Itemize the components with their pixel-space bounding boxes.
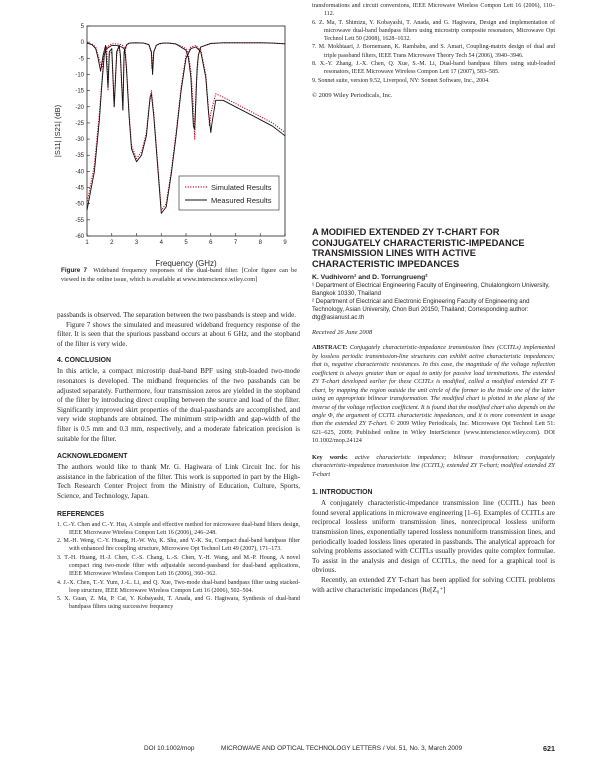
introduction-heading: 1. INTRODUCTION <box>312 489 373 497</box>
x-tick-label: 2 <box>110 240 114 246</box>
reference-item: 6. Z. Ma, T. Shimizu, Y. Kobayashi, T. Anada, and G. Hagiwara, Design and implementation of microwave dual-band bandpass filters using microstrip composite resonators, Microwave Opt Technol Lett 50 (2008), 1628–1632. <box>312 19 555 43</box>
acknowledgment-heading: ACKNOWLEDGMENT <box>57 453 128 461</box>
x-tick-label: 5 <box>184 240 188 246</box>
legend-simulated-label: Simulated Results <box>211 183 272 192</box>
reference-list-left <box>57 521 300 612</box>
y-tick-label: -10 <box>75 72 84 79</box>
reference-item: 2. M.-H. Weng, C.-Y. Huang, H.-W. Wu, K. Shu, and Y.-K. Su, Compact dual-band bandpass filter with enhanced fire coupling structure, Microwave Opt Technol Lett 49 (2007), 171–173. <box>57 538 300 553</box>
y-tick-label: -25 <box>75 120 84 127</box>
footer-journal <box>221 745 462 752</box>
keywords-label: Key words: <box>312 453 348 461</box>
reference-continuation: transformations and circuit conversions, IEEE Microwave Wireless Compon Lett 16 (2006), 110–112. <box>312 3 555 18</box>
copyright-line: © 2009 Wiley Periodicals, Inc. <box>312 91 393 99</box>
figure-caption <box>61 267 297 284</box>
x-tick-label: 1 <box>85 240 89 246</box>
figure-caption-label: Figure 7 <box>61 267 87 274</box>
conclusion-heading: 4. CONCLUSION <box>57 357 111 365</box>
reference-list-right <box>312 2 555 101</box>
keywords-text: active characteristic impedance; bilinear transformation; conjugately characteristic-impedance transmission line (CCITL); extended ZY T-chart; modified extended ZY T-chart <box>312 453 556 478</box>
y-axis-label: |S11| |S21| (dB) <box>53 104 62 158</box>
reference-item: 7. M. Mokhtaari, J. Bornemann, K. Rambabu, and S. Amari, Coupling-matrix design of dual and triple passband filters, IEEE Trans Microwave Theory Tech 54 (2006), 3940–3946. <box>312 44 555 59</box>
x-tick-label: 4 <box>159 240 163 246</box>
x-tick-label: 7 <box>233 240 238 246</box>
y-tick-label: -20 <box>75 104 84 111</box>
y-tick-label: 5 <box>80 24 84 30</box>
x-tick-label: 9 <box>283 240 287 246</box>
abstract-text: Conjugately characteristic-impedance transmission lines (CCITLs) implemented by lossless periodic transmission-line structures can exhibit active characteristic impedances; that is, negative characteristic resistances. In this case, the magnitude of the voltage reflection coefficient is always greater than or equal to unity for passive load terminations. The extended ZY T-chart developed earlier for these CCITLs is modified, called a modified extended ZY T-chart, by mapping the region outside the unit circle of the former to the inside one of the latter using an appropriate bilinear transformation. The modified chart is plotted in the plane of the inverse of the voltage reflection coefficient. It is found that the modified chart also depends on the angle Φ, the argument of CCITL characteristic impedances, and it is more convenient in usage than the extended ZY T-chart. <box>312 344 555 428</box>
keywords <box>312 454 555 479</box>
y-tick-label: -60 <box>75 234 84 240</box>
abstract <box>312 344 555 445</box>
legend-measured-label: Measured Results <box>211 196 272 205</box>
paragraph-figure7: Figure 7 shows the simulated and measured wideband frequency response of the filter. It is seen that the spurious passband occurs at about 6 GHz, and the stopband of the filter is very wide. <box>57 320 300 348</box>
affiliation-1: ¹ Department of Electrical Engineering Faculty of Engineering, Chulalongkorn University, Bangkok 10330, Thailand <box>312 282 550 298</box>
received-date: Received 26 June 2008 <box>312 329 373 337</box>
y-tick-label: -35 <box>75 153 84 160</box>
article-authors: K. Vudhivorn¹ and D. Torrungrueng² <box>312 274 428 282</box>
x-tick-label: 3 <box>134 240 139 246</box>
reference-item: 8. X.-Y. Zhang, J.-X. Chen, Q. Xue, S.-M. Li, Dual-band bandpass filters using stub-loaded resonators, IEEE Microwave Wireless Compon Lett 17 (2007), 583–585. <box>312 61 555 76</box>
abstract-label: ABSTRACT: <box>312 344 348 352</box>
reference-item: 4. J.-X. Chen, T.-Y. Yum, J.-L. Li, and Q. Xue, Two-mode dual-band bandpass filter using stacked-loop structure, IEEE Microwave Wireless Compon Lett 16 (2006), 502–504. <box>57 579 300 594</box>
acknowledgment-text: The authors would like to thank Mr. G. Hagiwara of Link Circuit Inc. for his assistance in the fabrication of the filter. This work is supported in part by the High-Tech Research Center Project from the Ministry of Education, Culture, Sports, Science, and Technology, Japan. <box>57 463 300 500</box>
affiliation-2: ² Department of Electrical and Electronic Engineering Faculty of Engineering and Technology, Asian University, Chon Buri 20150, Thailand; Corresponding author: dtg@asianust.ac.th <box>312 297 530 321</box>
references-heading: REFERENCES <box>57 510 105 518</box>
page-number: 621 <box>543 744 555 753</box>
y-tick-label: -5 <box>78 56 84 63</box>
introduction-paragraph-2: Recently, an extended ZY T-chart has been applied for solving CCITL problems with active characteristic impedances (Re[Z₀⁺] <box>312 575 555 594</box>
y-tick-label: 0 <box>80 40 84 47</box>
introduction-paragraph-1: A conjugately characteristic-impedance transmission line (CCITL) has been found several applications in microwave engineering [1–6]. Examples of CCITLs are reciprocal lossless uniform transmission lines, nonreciprocal lossless uniform transmission lines, exponentially tapered lossless nonuniform transmission lines, and periodically loaded lossless lines operated in passbands. The analytical approach for solving problems associated with CCITLs usually provides quite complex formulae. To assist in the analysis and design of CCITLs, the need for a graphical tool is obvious. <box>312 499 555 575</box>
legend <box>179 176 279 210</box>
reference-item: 9. Sonnet suite, version 9.52, Liverpool, NY: Sonnet Software, Inc., 2004. <box>312 77 490 84</box>
reference-item: 1. C.-Y. Chen and C.-Y. Hsu, A simple and effective method for microwave dual-band filters design, IEEE Microwave Wireless Compon Lett 16 (2006), 246–248. <box>57 521 300 536</box>
reference-item: 3. T.-H. Huang, H.-J. Chen, C.-S. Chang, L.-S. Chen, Y.-H. Wang, and M.-P. Houng, A novel compact ring two-mode filter with adjustable second-passband for dual-band applications, IEEE Microwave Wireless Compon Lett 16 (2006), 360–362. <box>57 554 300 578</box>
y-tick-label: -55 <box>75 217 84 224</box>
y-tick-label: -45 <box>75 185 84 192</box>
paragraph-passbands: passbands is observed. The separation between the two passbands is steep and wide. <box>57 311 297 319</box>
x-axis-label: Frequency (GHz) <box>155 259 217 268</box>
reference-item: 5. X. Guan, Z. Ma, P. Cai, Y. Kobayashi, T. Anada, and G. Hagiwara, Synthesis of dual-band bandpass filters using successive frequency <box>57 596 300 611</box>
frequency-response-chart <box>49 20 292 272</box>
abstract-publication: © 2009 Wiley Periodicals, Inc. Microwave Opt Technol Lett 51: 621–625, 2009; Published online in Wiley InterScience (www.interscience.wiley.com). DOI 10.1002/mop.24124 <box>312 420 556 445</box>
y-tick-label: -40 <box>75 169 84 176</box>
y-tick-label: -15 <box>75 88 84 95</box>
footer-journal-name: MICROWAVE AND OPTICAL TECHNOLOGY LETTERS <box>221 745 382 752</box>
x-tick-label: 8 <box>258 240 262 246</box>
x-tick-label: 6 <box>209 240 213 246</box>
conclusion-text: In this article, a compact microstrip dual-band BPF using stub-loaded two-mode resonators is developed. The midband frequencies of the two passbands can be adjusted separately. Furthermore, four transmission zeros are yielded in the stopband of the filter by introducing direct coupling between the source and load of the filter. Significantly improved skirt properties of the dual-passbands are accomplished, and very wide stopbands are obtained. The minimum strip-width and gap-width of the filter is 0.5 mm and 0.3 mm, respectively, and a moderate fabrication precision is suitable for the filter. <box>57 367 300 443</box>
article-title: A MODIFIED EXTENDED ZY T-CHART FOR CONJUGATELY CHARACTERISTIC-IMPEDANCE TRANSMISSION LINES WITH ACTIVE CHARACTERISTIC IMPEDANCES <box>312 227 525 269</box>
figure-caption-text: Wideband frequency responses of the dual-band filter. [Color figure can be viewed in the online issue, which is available at www.interscience.wiley.com] <box>61 267 297 283</box>
footer-issue: / Vol. 51, No. 3, March 2009 <box>382 745 463 752</box>
footer-doi: DOI 10.1002/mop <box>144 745 195 752</box>
y-tick-label: -50 <box>75 201 84 208</box>
y-tick-label: -30 <box>75 137 84 144</box>
